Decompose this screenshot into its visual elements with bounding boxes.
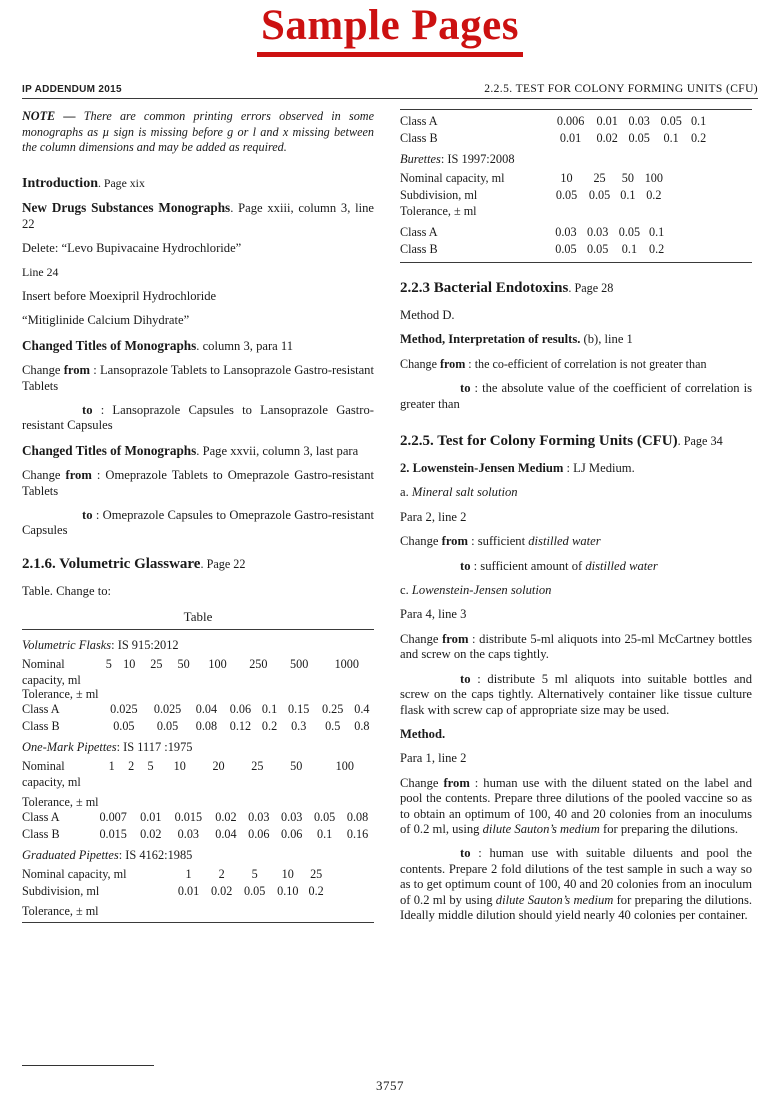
table-graduated-pipettes [22, 866, 374, 900]
change-to-1-text: : Lansoprazole Capsules to Lansoprazole Gastro-resistant Capsules [22, 403, 374, 433]
cfu-heading [400, 432, 752, 451]
row-label: Class A [22, 702, 60, 717]
cell: 0.03 [555, 225, 577, 239]
table-burettes-tolerance [400, 224, 752, 258]
cfu-change-to-c-text: : distribute 5 ml aliquots into suitable bottles and screw on the caps tightly. Alternatively container like tissue culture flask with screw cap of appropriate size may be used. [400, 671, 752, 717]
note-text: There are common printing errors observed in some monographs as µ sign is missing before g or l and x missing between the column dimensions and may be added as required. [22, 109, 375, 155]
group-name-2: Graduated Pipettes [22, 848, 119, 863]
cell: 0.1 [649, 225, 665, 239]
left-column [22, 109, 374, 932]
cell: 0.01 [140, 810, 162, 825]
cfu-para-1: Para 1, line 2 [400, 751, 467, 766]
cell: 0.10 [277, 884, 299, 899]
cfu-change-from-c-prefix: Change [400, 631, 443, 646]
cfu-change-to-method [400, 846, 752, 923]
cfu-medium-bold: 2. Lowenstein-Jensen Medium [400, 461, 564, 476]
cfu-change-from-c-bold: from [442, 631, 469, 646]
cell: 25 [150, 657, 163, 672]
header-divider [22, 98, 758, 99]
cell-spacer [328, 883, 374, 900]
note-paragraph [22, 109, 374, 156]
cell: 0.05 [618, 225, 641, 239]
cfu-change-from-a-italic: distilled water [528, 534, 601, 549]
group-standard-1: IS 1117 :1975 [123, 740, 193, 755]
cell: 0.05 [555, 188, 578, 202]
cell: 0.05 [588, 188, 611, 202]
cfu-change-to-c-bold: to [460, 671, 471, 686]
changed-titles-2-rest: . Page xxvii, column 3, last para [196, 443, 359, 458]
table-row [22, 809, 374, 826]
cell-spacer [668, 187, 710, 204]
cfu-change-from-method [400, 776, 752, 838]
two-column-body [22, 109, 758, 932]
cell: 0.1 [690, 114, 707, 128]
bacterial-endotoxins-heading [400, 279, 752, 298]
running-head-right: 2.2.5. TEST FOR COLONY FORMING UNITS (CFU) [484, 83, 758, 95]
row-label: Class B [22, 719, 60, 734]
cell: 0.03 [248, 810, 270, 825]
cell: 0.02 [210, 884, 233, 899]
cell: 0.05 [313, 810, 336, 825]
cell-spacer [710, 130, 752, 147]
cell: 0.08 [346, 810, 369, 825]
row-label: Class A [400, 114, 438, 128]
row-label: Class B [22, 827, 60, 842]
cfu-item-a-letter: a. [400, 485, 412, 500]
cfu-change-from-a [400, 534, 752, 549]
row-label-nominal-3: Nominal capacity, ml [400, 171, 505, 185]
cfu-item-c [400, 583, 752, 598]
cell-spacer [710, 224, 752, 241]
cell: 250 [249, 657, 268, 672]
cfu-change-from-c [400, 632, 752, 663]
cell: 0.03 [628, 114, 650, 128]
cell: 0.01 [596, 114, 618, 128]
right-column [400, 109, 752, 932]
cfu-item-a-italic: Mineral salt solution [411, 485, 518, 500]
endotoxins-method: Method D. [400, 308, 455, 322]
endotoxins-change-to-bold: to [460, 381, 471, 396]
cfu-change-from-m-text2: for preparing the dilutions. [599, 821, 739, 836]
cell: 0.04 [215, 827, 237, 842]
row-label-tolerance-0: Tolerance, ± ml [22, 687, 99, 702]
banner [0, 0, 780, 57]
cell: 2 [128, 759, 135, 774]
cfu-change-to-m-text2: for preparing the dilutions. Ideally middle dilution should yield nearly 40 colonies per container. [400, 892, 752, 922]
cell: 20 [212, 759, 225, 774]
cell: 2 [218, 867, 225, 882]
table-row [400, 113, 752, 130]
bacterial-endotoxins-label: 2.2.3 Bacterial Endotoxins [400, 280, 569, 296]
cell-spacer [668, 170, 710, 187]
cfu-change-from-m-italic: dilute Sauton’s medium [482, 821, 600, 836]
cfu-para-4: Para 4, line 3 [400, 607, 467, 622]
cfu-item-c-letter: c. [400, 583, 412, 598]
cell: 0.2 [690, 131, 707, 145]
cell: 0.05 [660, 114, 682, 128]
row-label-subdivision-2: Subdivision, ml [22, 884, 100, 899]
cell: 0.06 [229, 702, 252, 717]
table-row [22, 718, 374, 735]
table-row [22, 866, 374, 883]
glassware-table-bottom-rule [22, 922, 374, 923]
cell: 0.006 [556, 114, 585, 128]
table-graduated-pipettes-tolerance [400, 113, 752, 147]
page-number: 3757 [376, 1078, 404, 1093]
cell: 0.1 [261, 702, 278, 717]
cell: 0.2 [649, 242, 665, 256]
cell-spacer [710, 187, 752, 204]
group-title-graduated-pipettes: Graduated Pipettes: IS 4162:1985 [22, 848, 193, 863]
cell: 25 [251, 759, 264, 774]
cfu-medium-rest: : LJ Medium. [563, 461, 635, 476]
cell: 1 [108, 759, 115, 774]
row-label: Class A [22, 810, 60, 825]
cell: 0.05 [113, 719, 135, 734]
cfu-change-to-m-text1: : human use with suitable diluents and pool the contents. Prepare 2 fold dilutions of the test sample in such a way so as to get optimum count of 100, 40 and 20 colonies from an inoculum of 0.2 ml by using [400, 846, 752, 907]
row-label-tolerance-3: Tolerance, ± ml [400, 204, 477, 218]
cfu-change-to-m-italic: dilute Sauton’s medium [495, 892, 614, 907]
cell: 0.01 [559, 131, 582, 145]
cfu-change-from-a-prefix: Change [400, 534, 442, 549]
cell: 0.02 [215, 810, 237, 825]
change-from-2 [22, 468, 374, 499]
cell: 0.05 [628, 131, 650, 145]
cell: 0.1 [621, 242, 638, 256]
delete-line: Delete: “Levo Bupivacaine Hydrochloride” [22, 241, 242, 255]
change-from-1 [22, 363, 374, 394]
group-name-3: Burettes [400, 152, 441, 166]
cell: 0.06 [248, 827, 270, 842]
cell: 500 [290, 657, 309, 672]
table-volumetric-flasks-tolerance [22, 701, 374, 735]
change-from-1-bold: from [63, 363, 91, 378]
change-from-2-prefix: Change [22, 468, 66, 483]
method-interp-rest: (b), line 1 [580, 332, 633, 347]
row-label: Class B [400, 242, 438, 256]
insert-text-line: “Mitiglinide Calcium Dihydrate” [22, 313, 190, 328]
cell: 0.05 [586, 242, 609, 256]
cell: 0.25 [322, 702, 344, 717]
cfu-para-2: Para 2, line 2 [400, 509, 467, 524]
line-24: Line 24 [22, 265, 59, 280]
table-row [22, 701, 374, 718]
burettes-table-bottom-rule [400, 262, 752, 263]
group-title-volumetric-flasks: Volumetric Flasks: IS 915:2012 [22, 638, 179, 653]
row-label-nominal-1: Nominal [22, 759, 65, 774]
change-to-1-bold: to [82, 403, 93, 418]
row-label-capacity-unit-1: capacity, ml [22, 775, 81, 790]
cell: 5 [105, 657, 112, 672]
cell: 0.1 [620, 188, 636, 202]
endotoxins-change-from-prefix: Change [400, 356, 440, 371]
cell: 10 [281, 867, 294, 882]
cell: 0.15 [288, 702, 310, 717]
cell: 0.12 [229, 719, 252, 734]
endotoxins-change-from [400, 357, 752, 372]
row-label-nominal-0: Nominal [22, 657, 65, 672]
cfu-item-c-italic: Lowenstein-Jensen solution [411, 583, 552, 598]
changed-titles-1-rest: . column 3, para 11 [196, 338, 294, 353]
cell: 25 [593, 171, 606, 185]
cfu-change-to-c [400, 672, 752, 718]
cell: 50 [290, 759, 303, 774]
cell-spacer [668, 241, 710, 258]
table-change-to-line: Table. Change to: [22, 583, 111, 598]
introduction-page: . Page xix [97, 175, 145, 190]
cell: 0.06 [281, 827, 303, 842]
change-from-1-prefix: Change [22, 363, 64, 378]
table-row [22, 758, 374, 775]
cell: 0.007 [99, 810, 127, 825]
volumetric-glassware-heading [22, 555, 374, 574]
table-row [400, 130, 752, 147]
cell: 0.02 [596, 131, 618, 145]
group-standard-3: IS 1997:2008 [447, 152, 515, 166]
row-label-tolerance-2: Tolerance, ± ml [22, 904, 99, 919]
cfu-change-to-a-text: : sufficient amount of [470, 558, 586, 573]
group-standard-2: IS 4162:1985 [125, 848, 193, 863]
cell: 0.08 [195, 719, 218, 734]
volumetric-glassware-page: . Page 22 [200, 556, 246, 571]
change-from-2-bold: from [65, 468, 92, 483]
cfu-change-to-m-bold: to [460, 846, 471, 861]
cell-spacer [710, 241, 752, 258]
table-row [22, 826, 374, 843]
endotoxins-method-interpretation [400, 332, 752, 347]
cell: 0.05 [156, 719, 179, 734]
page-title: Sample Pages [257, 2, 523, 57]
cell: 5 [251, 867, 258, 882]
cell: 0.3 [291, 719, 307, 734]
cell: 0.03 [586, 225, 609, 239]
cell: 0.1 [316, 827, 333, 842]
cell: 10 [123, 657, 136, 672]
introduction-label: Introduction [22, 175, 98, 191]
cfu-page: . Page 34 [677, 434, 723, 449]
change-to-2-text: : Omeprazole Capsules to Omeprazole Gastro-resistant Capsules [22, 508, 374, 538]
introduction-heading [22, 176, 374, 191]
cfu-change-from-m-bold: from [443, 775, 470, 790]
table-row [400, 170, 752, 187]
note-label: NOTE — [22, 109, 76, 123]
table-caption: Table [183, 609, 213, 625]
cell: 50 [177, 657, 190, 672]
table-row [400, 224, 752, 241]
bacterial-endotoxins-page: . Page 28 [568, 281, 614, 295]
row-label-nominal-2: Nominal capacity, ml [22, 867, 127, 882]
table-row [22, 883, 374, 900]
footer-divider [22, 1065, 154, 1066]
cfu-item-a [400, 485, 752, 500]
cell: 10 [560, 171, 573, 185]
cell: 0.015 [99, 827, 127, 842]
cell: 0.03 [177, 827, 199, 842]
cfu-label: 2.2.5. Test for Colony Forming Units (CFU) [400, 433, 678, 450]
cfu-medium [400, 461, 752, 476]
endotoxins-change-to [400, 381, 752, 412]
row-label: Class A [400, 225, 438, 239]
cfu-method-heading [400, 727, 752, 742]
glassware-table-part-1 [22, 629, 374, 922]
cfu-method-label: Method. [400, 726, 446, 741]
new-drugs-heading [22, 200, 374, 232]
cell: 0.01 [177, 884, 200, 899]
cell: 100 [644, 171, 663, 185]
cell: 100 [208, 657, 227, 672]
cell: 10 [173, 759, 186, 774]
cell: 0.05 [555, 242, 577, 256]
change-to-2-bold: to [82, 508, 93, 523]
table-one-mark-pipettes [22, 758, 374, 775]
cfu-change-to-a-bold: to [460, 558, 471, 573]
cfu-change-from-m-prefix: Change [400, 775, 444, 790]
glassware-table-part-2 [400, 110, 752, 262]
running-head-left: IP ADDENDUM 2015 [22, 84, 122, 95]
changed-titles-1-label: Changed Titles of Monographs [22, 337, 197, 353]
change-to-1 [22, 403, 374, 434]
cell: 0.02 [140, 827, 162, 842]
insert-before-line: Insert before Moexipril Hydrochloride [22, 289, 217, 303]
cfu-change-to-a [400, 559, 752, 574]
cell-spacer [328, 866, 374, 883]
row-label-tolerance-1: Tolerance, ± ml [22, 795, 99, 810]
method-interp-bold: Method, Interpretation of results. [400, 332, 581, 347]
volumetric-glassware-label: 2.1.6. Volumetric Glassware [22, 555, 201, 572]
cell: 0.2 [261, 719, 278, 734]
cell: 25 [310, 867, 323, 882]
group-name-1: One-Mark Pipettes [22, 740, 117, 755]
cfu-change-from-a-bold: from [441, 534, 468, 549]
cell: 0.04 [195, 702, 218, 717]
cell: 1000 [334, 657, 359, 672]
cell: 0.2 [646, 188, 662, 202]
group-standard-0: IS 915:2012 [117, 638, 179, 653]
cell: 100 [335, 759, 354, 774]
cell: 0.025 [110, 702, 138, 717]
row-label-capacity-unit-0: capacity, ml [22, 673, 81, 688]
group-name-0: Volumetric Flasks [22, 638, 112, 653]
endotoxins-change-to-text: : the absolute value of the coefficient of correlation is greater than [400, 381, 752, 411]
cell-spacer [668, 224, 710, 241]
cell: 0.1 [663, 131, 679, 145]
table-row [22, 656, 374, 673]
cfu-change-from-m-text1: : human use with the diluent stated on the label and pool the contents. Prepare three dilutions of the pooled vaccine so as to obtain an optimum of 100, 40 and 20 colonies from an inoculums of 0.2 ml, using [400, 775, 752, 836]
cell: 0.05 [244, 884, 266, 899]
cfu-change-from-c-text: : distribute 5-ml aliquots into 25-ml McCartney bottles and screw on the caps tightly. [400, 631, 752, 662]
change-from-2-text: : Omeprazole Tablets to Omeprazole Gastro-resistant Tablets [22, 468, 374, 498]
cell: 0.4 [354, 702, 370, 717]
cell: 0.2 [308, 884, 324, 899]
change-from-1-text: : Lansoprazole Tablets to Lansoprazole Gastro-resistant Tablets [22, 363, 374, 393]
endotoxins-change-from-bold: from [439, 356, 466, 371]
row-label: Class B [400, 131, 438, 145]
cell: 0.025 [153, 702, 182, 717]
changed-titles-2-label: Changed Titles of Monographs [22, 442, 197, 458]
table-one-mark-pipettes-tolerance [22, 809, 374, 843]
new-drugs-label: New Drugs Substances Monographs [22, 200, 231, 216]
cfu-change-to-a-italic: distilled water [585, 558, 658, 573]
group-title-one-mark-pipettes: One-Mark Pipettes: IS 1117 :1975 [22, 740, 193, 755]
running-head [22, 83, 758, 95]
cell: 0.8 [354, 719, 370, 734]
group-title-burettes: Burettes: IS 1997:2008 [400, 152, 515, 166]
cell-spacer [710, 113, 752, 130]
cell: 0.015 [174, 810, 203, 825]
changed-titles-2-heading [22, 443, 374, 459]
cell: 5 [147, 759, 154, 774]
cell: 1 [185, 867, 192, 882]
endotoxins-change-from-text: : the co-efficient of correlation is not greater than [465, 356, 707, 371]
change-to-2 [22, 508, 374, 539]
cell: 50 [621, 171, 634, 185]
cell: 0.16 [346, 827, 369, 842]
cell-spacer [710, 170, 752, 187]
table-burettes [400, 170, 752, 204]
cell: 0.03 [281, 810, 303, 825]
row-label-subdivision-3: Subdivision, ml [400, 188, 478, 202]
new-drugs-rest: . Page xxiii, column 3, line 22 [22, 201, 374, 231]
table-volumetric-flasks [22, 656, 374, 673]
cell: 0.5 [325, 719, 341, 734]
table-row [400, 187, 752, 204]
table-row [400, 241, 752, 258]
cfu-change-from-a-text: : sufficient [467, 534, 529, 549]
changed-titles-1-heading [22, 338, 374, 354]
